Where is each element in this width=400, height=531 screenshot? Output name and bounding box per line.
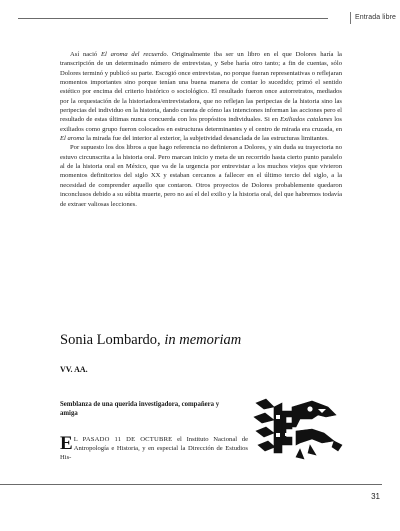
- para1-text-2: los exiliados como grupo fueron colocados en estructuras determinantes y el centro de mirada era cruzada, en: [60, 116, 343, 133]
- book-title-italic-2: Exiliados catalanes: [280, 116, 333, 124]
- section-label: Entrada libre: [350, 12, 396, 24]
- article-title-italic: in memoriam: [164, 332, 242, 348]
- footer-rule: [0, 484, 382, 485]
- page-number: 31: [371, 492, 380, 501]
- body-paragraph-1: [60, 50, 342, 143]
- book-title-italic-3: El aroma: [60, 135, 85, 143]
- para1-lead: Así nació: [70, 51, 101, 58]
- article-intro: [60, 435, 248, 463]
- para1-text: . Originalmente iba ser un libro en el que Dolores haría la transcripción de un determinado número de entrevistas, y Sebe haría otro tanto; a fin de cuentas, sólo Dolores terminó y publicó su parte. Escogió once entrevistas, no porque fueran representativas o reflejaran momentos importantes sino porque tenían una buena manera de contar lo sucedido; primó el sentido estético por encima del criterio histórico o sociológico. El resultado fueron once autorretratos, mediados por la orquestación de la historiadora/entrevistadora, que no reflejan las peripecias de la historia sino las peripecias del individuo en la historia, dando cuenta de cómo las intenciones informan las acciones pero el resultado de estas últimas nunca concuerda con los propósitos individuales. Si en: [60, 51, 342, 124]
- drop-cap: E: [60, 433, 73, 454]
- article-title-plain: Sonia Lombardo,: [60, 332, 165, 348]
- article-title: [60, 332, 241, 349]
- para1-text-3: la mirada fue del interior al exterior, la subjetividad desanclada de las estructuras limitantes.: [84, 135, 329, 143]
- intro-text: el Instituto Nacional de Antropología e Historia, y en especial la Dirección de Estudios His-: [60, 436, 249, 462]
- article-author: VV. AA.: [60, 365, 88, 374]
- book-title-italic: El aroma del recuerdo: [101, 51, 167, 58]
- body-column: [60, 50, 342, 209]
- intro-smallcaps: L PASADO 11 DE OCTUBRE: [73, 436, 173, 443]
- aztec-serpent-glyph-icon: [252, 393, 344, 465]
- article-subtitle: Semblanza de una querida investigadora, compañera y amiga: [60, 401, 220, 417]
- body-paragraph-2: Por supuesto los dos libros a que hago referencia no definieron a Dolores, y sin duda su trayectoria no estuvo circunscrita a la historia oral. Pero marcan inicio y meta de un recorrido hasta cierto punto paralelo al de la historia oral en México, que va de la urgencia por entrevistar a los muchos viejos que vivieron momentos definitorios del siglo XX y estaban cercanos a fallecer en el último tercio del siglo, a la necesidad de comprender aquello que contaron. Otros proyectos de Dolores probablemente quedaron inconclusos debido a su súbita muerte, pero no así el del exilio y la historia oral, del que habremos todavía de extraer valiosas lecciones.: [60, 144, 342, 208]
